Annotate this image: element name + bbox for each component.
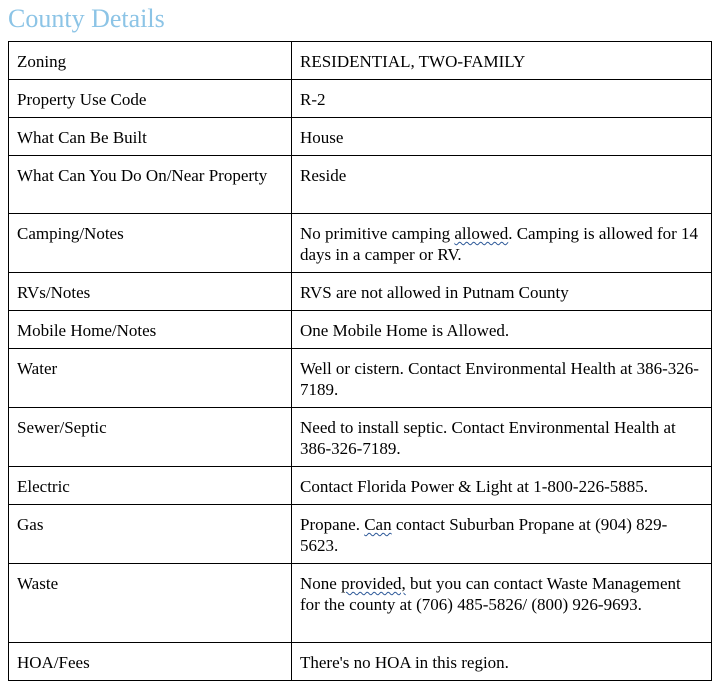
- table-row: [9, 643, 712, 681]
- table-row: [9, 467, 712, 505]
- row-value: [292, 505, 712, 564]
- grammar-flagged-word: Can: [364, 515, 392, 534]
- table-row: [9, 118, 712, 156]
- row-value: There's no HOA in this region.: [292, 643, 712, 681]
- table-row: [9, 505, 712, 564]
- row-value: Contact Florida Power & Light at 1-800-226-5885.: [292, 467, 712, 505]
- table-row: [9, 214, 712, 273]
- row-label: Camping/Notes: [9, 214, 292, 273]
- table-row: [9, 80, 712, 118]
- row-label: What Can Be Built: [9, 118, 292, 156]
- table-row: [9, 273, 712, 311]
- value-text: None: [300, 574, 342, 593]
- value-text: Propane.: [300, 515, 365, 534]
- table-row: [9, 42, 712, 80]
- value-text: contact Suburban Propane at (904) 829-5623.: [300, 515, 668, 555]
- row-label: Water: [9, 349, 292, 408]
- table-row: [9, 156, 712, 214]
- row-value: Well or cistern. Contact Environmental Health at 386-326-7189.: [292, 349, 712, 408]
- row-value: [292, 214, 712, 273]
- row-label: Electric: [9, 467, 292, 505]
- row-label: Property Use Code: [9, 80, 292, 118]
- table-row: [9, 349, 712, 408]
- row-label: Zoning: [9, 42, 292, 80]
- row-value: House: [292, 118, 712, 156]
- table-row: [9, 311, 712, 349]
- table-row: [9, 564, 712, 643]
- grammar-flagged-word: provided,: [341, 574, 406, 593]
- row-value: [292, 564, 712, 643]
- row-label: Mobile Home/Notes: [9, 311, 292, 349]
- row-value: RESIDENTIAL, TWO-FAMILY: [292, 42, 712, 80]
- table-row: [9, 408, 712, 467]
- row-value: One Mobile Home is Allowed.: [292, 311, 712, 349]
- row-label: Gas: [9, 505, 292, 564]
- row-label: RVs/Notes: [9, 273, 292, 311]
- row-label: HOA/Fees: [9, 643, 292, 681]
- row-label: Waste: [9, 564, 292, 643]
- document-title: County Details: [8, 4, 165, 33]
- grammar-flagged-word: allowed: [454, 224, 509, 243]
- value-text: No primitive camping: [300, 224, 455, 243]
- row-value: RVS are not allowed in Putnam County: [292, 273, 712, 311]
- row-value: Reside: [292, 156, 712, 214]
- value-text: but you can contact Waste Management for the county at (706) 485-5826/ (800) 926-9693.: [300, 574, 681, 614]
- row-label: Sewer/Septic: [9, 408, 292, 467]
- row-value: Need to install septic. Contact Environmental Health at 386-326-7189.: [292, 408, 712, 467]
- value-text: . Camping is allowed for 14 days in a camper or RV.: [300, 224, 699, 264]
- row-value: R-2: [292, 80, 712, 118]
- county-details-table: [8, 41, 712, 681]
- row-label: What Can You Do On/Near Property: [9, 156, 292, 214]
